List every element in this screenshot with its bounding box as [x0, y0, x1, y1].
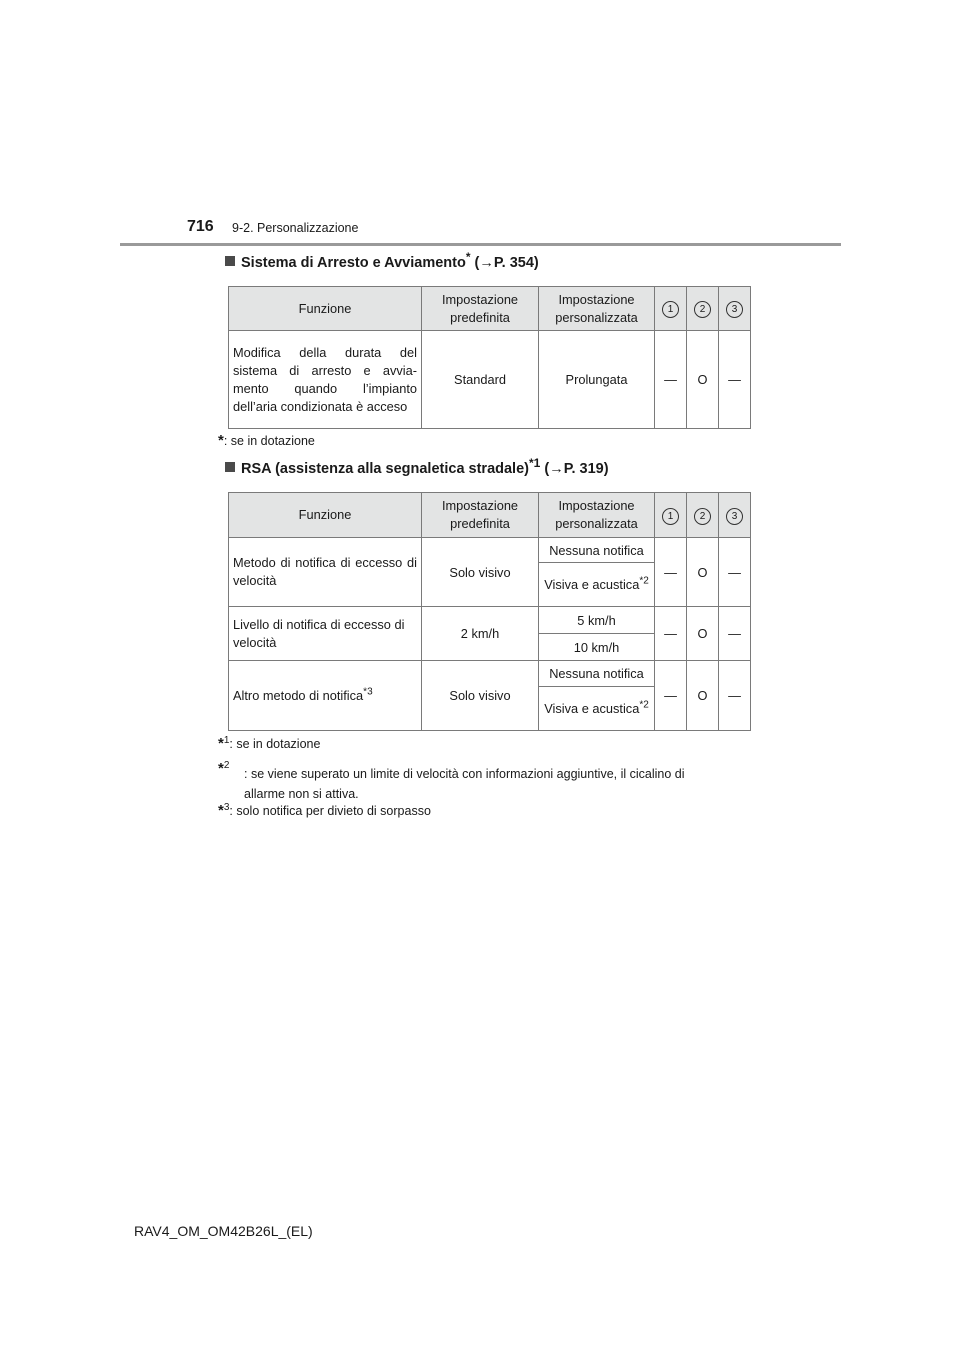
section2-title-mark: *1 [528, 456, 541, 471]
cell-c1: — [655, 661, 687, 731]
section-label: 9-2. Personalizzazione [232, 221, 359, 235]
function-text: Altro metodo di notifica [233, 688, 364, 703]
column-header-function: Funzione [229, 287, 422, 331]
document-code: RAV4_OM_OM42B26L_(EL) [134, 1223, 313, 1239]
header-rule [120, 243, 841, 246]
section1-footnote [218, 432, 315, 449]
cell-c1: — [655, 331, 687, 429]
column-header-3 [719, 493, 751, 538]
table-row [229, 331, 751, 429]
footnote-mark: * [218, 802, 224, 819]
footnote-3 [218, 802, 431, 819]
option-mark: *2 [639, 575, 649, 587]
cell-c1: — [655, 538, 687, 607]
circled-1-icon: 1 [662, 301, 679, 318]
square-bullet-icon [225, 256, 235, 266]
footnote-mark: * [218, 432, 224, 449]
column-header-2 [687, 493, 719, 538]
function-mark: *3 [363, 686, 373, 698]
cell-function: Metodo di notifica di eccesso di velocità [229, 538, 422, 607]
square-bullet-icon [225, 462, 235, 472]
option-text: Visiva e acustica [544, 701, 640, 716]
footnote-num: 3 [223, 801, 230, 813]
circled-2-icon: 2 [694, 301, 711, 318]
column-header-2 [687, 287, 719, 331]
circled-3-icon: 3 [726, 508, 743, 525]
table-header-row [229, 493, 751, 538]
section1-title-mark: * [465, 250, 471, 265]
column-header-default: Impostazione predefinita [422, 493, 539, 538]
circled-3-icon: 3 [726, 301, 743, 318]
footnote-2 [218, 760, 229, 777]
column-header-1 [655, 493, 687, 538]
footnote-text-cont: allarme non si attiva. [244, 787, 359, 801]
cell-c3: — [719, 538, 751, 607]
cell-c2: O [687, 538, 719, 607]
footnote-num: 1 [223, 734, 230, 746]
cell-c2: O [687, 661, 719, 731]
cell-custom: Prolungata [539, 331, 655, 429]
section1-table [228, 286, 751, 429]
cell-default: Standard [422, 331, 539, 429]
cell-function: Livello di notifica di eccesso di velocità [229, 607, 422, 661]
footnote-text: : se viene superato un limite di velocità con informazioni aggiuntive, il cicalino di [244, 767, 685, 781]
cell-c3: — [719, 661, 751, 731]
section2-table [228, 492, 751, 731]
cell-c3: — [719, 607, 751, 661]
footnote-mark: * [218, 735, 224, 752]
section1-title: Sistema di Arresto e Avviamento [241, 255, 466, 271]
footnote-text: : se in dotazione [223, 434, 315, 448]
cell-custom-option: Nessuna notifica [539, 538, 655, 563]
cell-custom-option [539, 563, 655, 607]
section2-ref: (→P. 319) [544, 461, 609, 477]
column-header-3 [719, 287, 751, 331]
cell-default: Solo visivo [422, 538, 539, 607]
cell-default: Solo visivo [422, 661, 539, 731]
circled-2-icon: 2 [694, 508, 711, 525]
column-header-default: Impostazione predefinita [422, 287, 539, 331]
cell-c2: O [687, 331, 719, 429]
option-text: Visiva e acustica [544, 577, 640, 592]
cell-c1: — [655, 607, 687, 661]
circled-1-icon: 1 [662, 508, 679, 525]
section2-title: RSA (assistenza alla segnaletica stradale) [241, 461, 529, 477]
column-header-custom: Impostazione personalizzata [539, 287, 655, 331]
page-number: 716 [187, 218, 214, 235]
section2-heading [225, 456, 609, 477]
cell-c2: O [687, 607, 719, 661]
option-mark: *2 [639, 699, 649, 711]
column-header-function: Funzione [229, 493, 422, 538]
cell-default: 2 km/h [422, 607, 539, 661]
cell-custom-option: 5 km/h [539, 607, 655, 634]
cell-function [229, 661, 422, 731]
column-header-1 [655, 287, 687, 331]
column-header-custom: Impostazione personalizzata [539, 493, 655, 538]
section1-ref: (→P. 354) [474, 255, 539, 271]
footnote-1 [218, 735, 320, 752]
cell-custom-option: Nessuna notifica [539, 661, 655, 687]
footnote-text: : se in dotazione [229, 737, 321, 751]
table-header-row [229, 287, 751, 331]
footnote-text: : solo notifica per divieto di sorpasso [229, 804, 431, 818]
table-row [229, 607, 751, 634]
table-row [229, 661, 751, 687]
footnote-num: 2 [223, 759, 230, 771]
footnote-mark: * [218, 760, 224, 777]
cell-function: Modifica della durata del sistema di arresto e avvia-mento quando l’impianto dell’aria condizionata è acceso [229, 331, 422, 429]
footnote-2-body [244, 764, 747, 804]
section1-heading [225, 250, 539, 271]
cell-custom-option: 10 km/h [539, 634, 655, 661]
table-row [229, 538, 751, 563]
cell-custom-option [539, 687, 655, 731]
cell-c3: — [719, 331, 751, 429]
